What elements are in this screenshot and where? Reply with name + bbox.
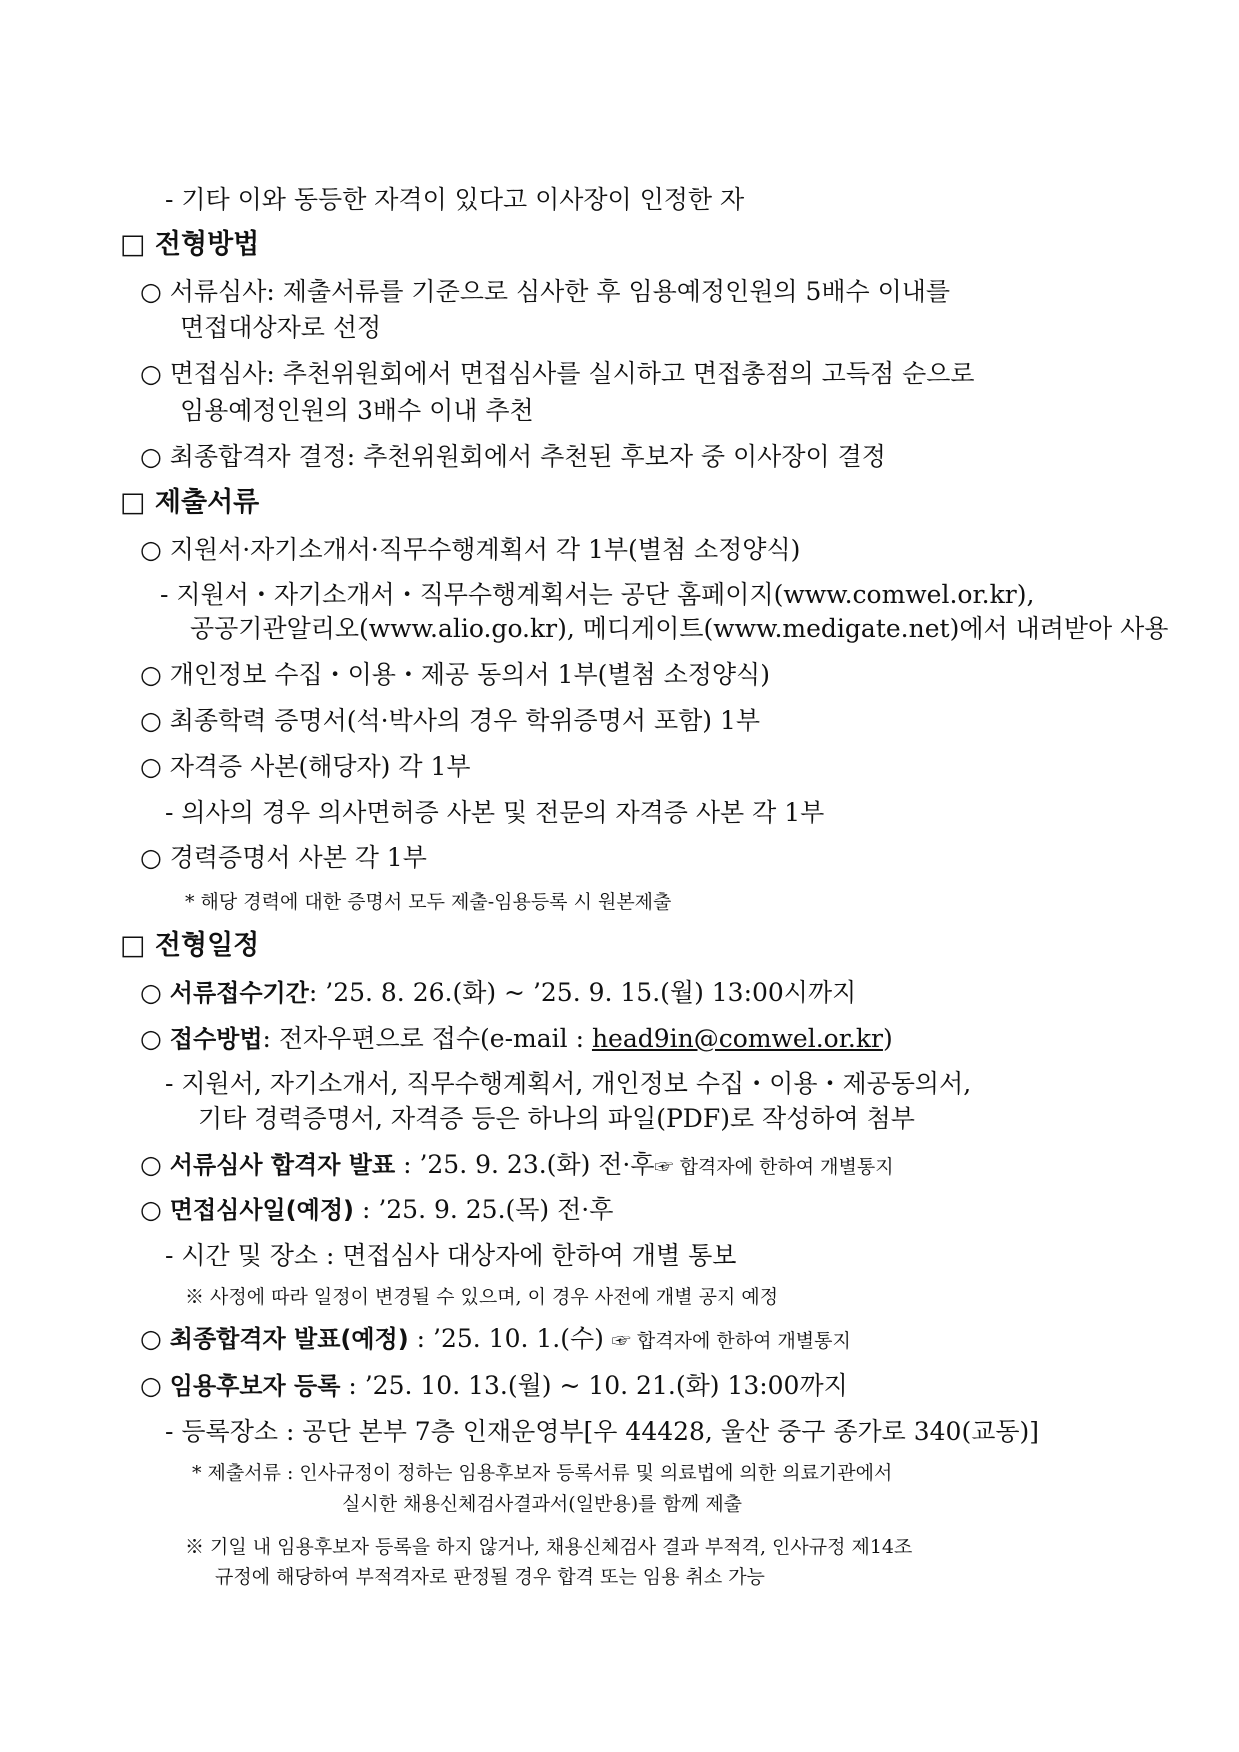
disqualification-warning-cont: 규정에 해당하여 부적격자로 판정될 경우 합격 또는 임용 취소 가능 bbox=[215, 1566, 765, 1588]
submission-email-link[interactable]: head9in@comwel.or.kr bbox=[591, 1024, 883, 1053]
heading-selection-method: □ 전형방법 bbox=[120, 229, 260, 260]
interview-date-item: ○ 면접심사일(예정) : ’25. 9. 25.(목) 전·후 bbox=[140, 1195, 614, 1224]
interview-review-item: ○ 면접심사: 추천위원회에서 면접심사를 실시하고 면접총점의 고득점 순으로 bbox=[140, 359, 975, 388]
document-result-label: 서류심사 합격자 발표 bbox=[169, 1151, 396, 1179]
license-copy-item: ○ 자격증 사본(해당자) 각 1부 bbox=[140, 752, 471, 781]
disqualification-warning: ※ 기일 내 임용후보자 등록을 하지 않거나, 채용신체검사 결과 부적격, 인사규정 제14조 bbox=[185, 1536, 913, 1558]
attachment-note: - 지원서, 자기소개서, 직무수행계획서, 개인정보 수집・이용・제공동의서, bbox=[165, 1069, 972, 1098]
interview-time-place: - 시간 및 장소 : 면접심사 대상자에 한하여 개별 통보 bbox=[165, 1241, 737, 1270]
doc-review-item-cont: 면접대상자로 선정 bbox=[180, 313, 382, 342]
application-forms-item: ○ 지원서·자기소개서·직무수행계획서 각 1부(별첨 소정양식) bbox=[140, 535, 801, 564]
registration-place: - 등록장소 : 공단 본부 7층 인재운영부[우 44428, 울산 중구 종가로 340(교동)] bbox=[165, 1417, 1039, 1446]
document-result-note: ☞ 합격자에 한하여 개별통지 bbox=[654, 1156, 894, 1178]
final-result-label: 최종합격자 발표(예정) bbox=[169, 1325, 409, 1353]
privacy-consent-item: ○ 개인정보 수집・이용・제공 동의서 1부(별첨 소정양식) bbox=[140, 660, 770, 689]
submission-method-label: 접수방법 bbox=[169, 1025, 263, 1053]
final-decision-item: ○ 최종합격자 결정: 추천위원회에서 추천된 후보자 중 이사장이 결정 bbox=[140, 442, 886, 471]
education-cert-item: ○ 최종학력 증명서(석·박사의 경우 학위증명서 포함) 1부 bbox=[140, 706, 761, 735]
interview-review-item-cont: 임용예정인원의 3배수 이내 추천 bbox=[180, 396, 534, 425]
document-result-item: ○ 서류심사 합격자 발표 : ’25. 9. 23.(화) 전·후☞ 합격자에 한하여 개별통지 bbox=[140, 1150, 894, 1179]
interview-date-label: 면접심사일(예정) bbox=[169, 1196, 354, 1224]
heading-schedule: □ 전형일정 bbox=[120, 930, 260, 961]
application-period-item: ○ 서류접수기간: ’25. 8. 26.(화) ~ ’25. 9. 15.(월) 13:00시까지 bbox=[140, 978, 857, 1007]
download-note: - 지원서・자기소개서・직무수행계획서는 공단 홈페이지(www.comwel.or.kr), bbox=[160, 580, 1035, 609]
document-result-date: : ’25. 9. 23.(화) 전·후 bbox=[395, 1150, 655, 1179]
doctor-license-note: - 의사의 경우 의사면허증 사본 및 전문의 자격증 사본 각 1부 bbox=[165, 798, 825, 827]
download-note-cont: 공공기관알리오(www.alio.go.kr), 메디게이트(www.medigate.net)에서 내려받아 사용 bbox=[190, 614, 1169, 643]
application-period-dates: : ’25. 8. 26.(화) ~ ’25. 9. 15.(월) 13:00시까지 bbox=[308, 978, 857, 1007]
attachment-note-cont: 기타 경력증명서, 자격증 등은 하나의 파일(PDF)로 작성하여 첨부 bbox=[198, 1104, 915, 1133]
registration-dates: : ’25. 10. 13.(월) ~ 10. 21.(화) 13:00까지 bbox=[340, 1371, 848, 1400]
final-result-item: ○ 최종합격자 발표(예정) : ’25. 10. 1.(수) ☞ 합격자에 한하여 개별통지 bbox=[140, 1324, 851, 1353]
submission-method-close: ) bbox=[882, 1024, 893, 1053]
final-result-note: ☞ 합격자에 한하여 개별통지 bbox=[611, 1330, 851, 1352]
registration-docs-note: * 제출서류 : 인사규정이 정하는 임용후보자 등록서류 및 의료법에 의한 의료기관에서 bbox=[192, 1462, 893, 1484]
registration-item: ○ 임용후보자 등록 : ’25. 10. 13.(월) ~ 10. 21.(화) 13:00까지 bbox=[140, 1371, 848, 1400]
schedule-change-note: ※ 사정에 따라 일정이 변경될 수 있으며, 이 경우 사전에 개별 공지 예정 bbox=[185, 1286, 779, 1308]
application-period-label: 서류접수기간 bbox=[169, 979, 309, 1007]
career-cert-note: * 해당 경력에 대한 증명서 모두 제출-임용등록 시 원본제출 bbox=[185, 891, 672, 913]
heading-documents: □ 제출서류 bbox=[120, 487, 260, 518]
final-result-date: : ’25. 10. 1.(수) bbox=[408, 1324, 612, 1353]
qualification-item: - 기타 이와 동등한 자격이 있다고 이사장이 인정한 자 bbox=[165, 185, 745, 214]
submission-method-item: ○ 접수방법: 전자우편으로 접수(e-mail : head9in@comwel.or.kr) bbox=[140, 1024, 893, 1053]
career-cert-item: ○ 경력증명서 사본 각 1부 bbox=[140, 843, 427, 872]
registration-label: 임용후보자 등록 bbox=[169, 1372, 341, 1400]
doc-review-item: ○ 서류심사: 제출서류를 기준으로 심사한 후 임용예정인원의 5배수 이내를 bbox=[140, 277, 951, 306]
registration-docs-note-cont: 실시한 채용신체검사결과서(일반용)를 함께 제출 bbox=[342, 1493, 743, 1515]
submission-method-text: : 전자우편으로 접수(e-mail : bbox=[262, 1024, 592, 1053]
interview-date-text: : ’25. 9. 25.(목) 전·후 bbox=[354, 1195, 614, 1224]
